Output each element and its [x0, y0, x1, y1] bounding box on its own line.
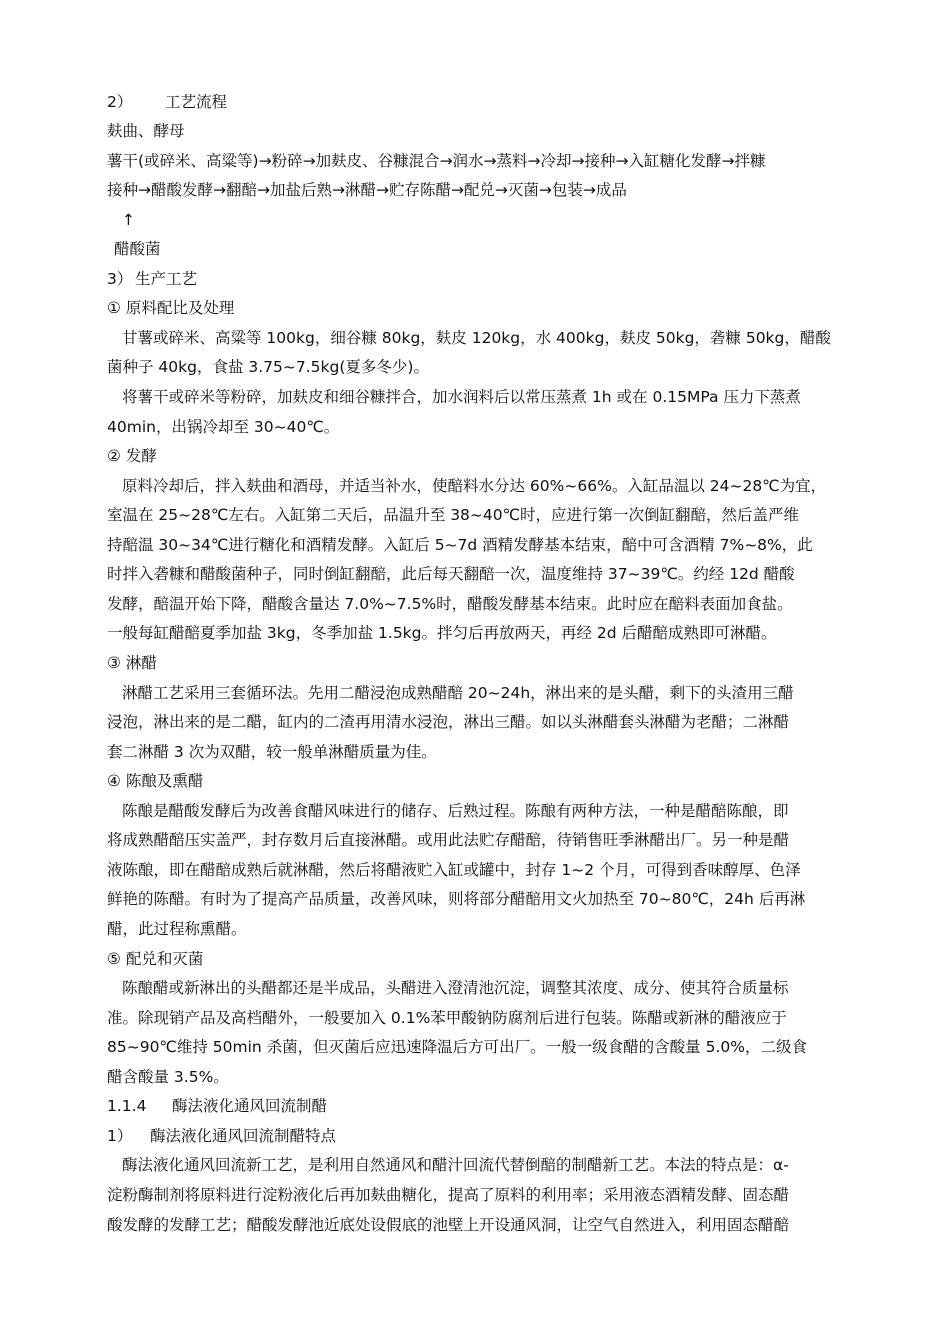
paragraph-line: 准。除现销产品及高档醋外，一般要加入 0.1%苯甲酸钠防腐剂后进行包装。陈醋或新淋的醋液应于 — [107, 1009, 787, 1027]
flow-input-label: 麸曲、酵母 — [107, 122, 185, 140]
flow-input-label-2: 醋酸菌 — [114, 240, 161, 258]
section-title: 酶法液化通风回流制醋 — [172, 1097, 328, 1115]
subheading-vinegar-leaching: ③ 淋醋 — [107, 654, 157, 672]
paragraph-line: 将薯干或碎米等粉碎，加麸皮和细谷糠拌合，加水润料后以常压蒸煮 1h 或在 0.15MPa 压力下蒸煮 — [122, 388, 801, 406]
paragraph-line: 鲜艳的陈醋。有时为了提高产品质量，改善风味，则将部分醋醅用文火加热至 70~80℃，24h 后再淋 — [107, 890, 806, 908]
heading-process-flow — [107, 92, 227, 112]
paragraph-line: 陈酿是醋酸发酵后为改善食醋风味进行的储存、后熟过程。陈酿有两种方法，一种是醋醅陈酿，即 — [122, 802, 789, 820]
paragraph-line: 液陈酿，即在醋醅成熟后就淋醋，然后将醋液贮入缸或罐中，封存 1~2 个月，可得到香味醇厚、色泽 — [107, 861, 801, 879]
paragraph-line: 醋含酸量 3.5%。 — [107, 1068, 229, 1086]
heading-number: 1） — [107, 1127, 133, 1145]
paragraph-line: 时拌入砻糠和醋酸菌种子，同时倒缸翻醅，此后每天翻醅一次，温度维持 37~39℃。约经 12d 醋酸 — [107, 565, 795, 583]
paragraph-line: 一般每缸醋醅夏季加盐 3kg，冬季加盐 1.5kg。拌匀后再放两天，再经 2d 后醋醅成熟即可淋醋。 — [107, 624, 777, 642]
heading-number: 2） — [107, 93, 133, 111]
heading-number: 3） — [107, 270, 133, 288]
subheading-aging-smoking: ④ 陈酿及熏醋 — [107, 772, 204, 790]
paragraph-line: 醋，此过程称熏醋。 — [107, 920, 247, 938]
section-number: 1.1.4 — [107, 1097, 147, 1115]
paragraph-line: 陈酿醋或新淋出的头醋都还是半成品，头醋进入澄清池沉淀，调整其浓度、成分、使其符合质量标 — [122, 979, 789, 997]
heading-features — [107, 1126, 336, 1146]
paragraph-line: 发酵，醅温开始下降，醋酸含量达 7.0%~7.5%时，醋酸发酵基本结束。此时应在醅料表面加食盐。 — [107, 595, 793, 613]
flow-line-1: 薯干(或碎米、高粱等)→粉碎→加麸皮、谷糠混合→润水→蒸料→冷却→接种→入缸糖化发酵→拌糠 — [107, 152, 766, 170]
paragraph-line: 持醅温 30~34℃进行糖化和酒精发酵。入缸后 5~7d 酒精发酵基本结束，醅中可含酒精 7%~8%，此 — [107, 536, 813, 554]
paragraph-line: 套二淋醋 3 次为双醋，较一般单淋醋质量为佳。 — [107, 743, 437, 761]
paragraph-line: 将成熟醋醅压实盖严，封存数月后直接淋醋。或用此法贮存醋醅，待销售旺季淋醋出厂。另一种是醋 — [107, 831, 790, 849]
paragraph-line: 菌种子 40kg，食盐 3.75~7.5kg(夏多冬少)。 — [107, 358, 429, 376]
paragraph-line: 淋醋工艺采用三套循环法。先用二醋浸泡成熟醋醅 20~24h，淋出来的是头醋，剩下的头渣用三醋 — [122, 684, 794, 702]
heading-production — [107, 269, 197, 289]
section-heading-1-1-4 — [107, 1096, 327, 1116]
subheading-fermentation: ② 发酵 — [107, 447, 157, 465]
up-arrow: ↑ — [122, 211, 135, 229]
paragraph-line: 酶法液化通风回流新工艺，是利用自然通风和醋汁回流代替倒醅的制醋新工艺。本法的特点是：α- — [122, 1156, 789, 1174]
paragraph-line: 原料冷却后，拌入麸曲和酒母，并适当补水，使醅料水分达 60%~66%。入缸品温以 24~28℃为宜， — [122, 477, 827, 495]
paragraph-line: 酸发酵的发酵工艺；醋酸发酵池近底处设假底的池壁上开设通风洞，让空气自然进入，利用固态醋醅 — [107, 1216, 790, 1234]
paragraph-line: 室温在 25~28℃左右。入缸第二天后，品温升至 38~40℃时，应进行第一次倒缸翻醅，然后盖严维 — [107, 506, 800, 524]
heading-text: 酶法液化通风回流制醋特点 — [150, 1127, 337, 1145]
flow-line-2: 接种→醋酸发酵→翻醅→加盐后熟→淋醋→贮存陈醋→配兑→灭菌→包装→成品 — [107, 181, 627, 199]
paragraph-line: 浸泡，淋出来的是二醋，缸内的二渣再用清水浸泡，淋出三醋。如以头淋醋套头淋醋为老醋；二淋醋 — [107, 713, 790, 731]
paragraph-line: 40min，出锅冷却至 30~40℃。 — [107, 418, 340, 436]
paragraph-line: 淀粉酶制剂将原料进行淀粉液化后再加麸曲糖化，提高了原料的利用率；采用液态酒精发酵、固态醋 — [107, 1186, 790, 1204]
heading-text: 工艺流程 — [165, 93, 228, 111]
paragraph-line: 甘薯或碎米、高粱等 100kg，细谷糠 80kg，麸皮 120kg，水 400kg，麸皮 50kg，砻糠 50kg，醋酸 — [122, 329, 831, 347]
heading-text: 生产工艺 — [135, 270, 198, 288]
subheading-raw-materials: ① 原料配比及处理 — [107, 299, 235, 317]
subheading-blending-sterilization: ⑤ 配兑和灭菌 — [107, 950, 204, 968]
paragraph-line: 85~90℃维持 50min 杀菌，但灭菌后应迅速降温后方可出厂。一般一级食醋的含酸量 5.0%，二级食 — [107, 1038, 807, 1056]
